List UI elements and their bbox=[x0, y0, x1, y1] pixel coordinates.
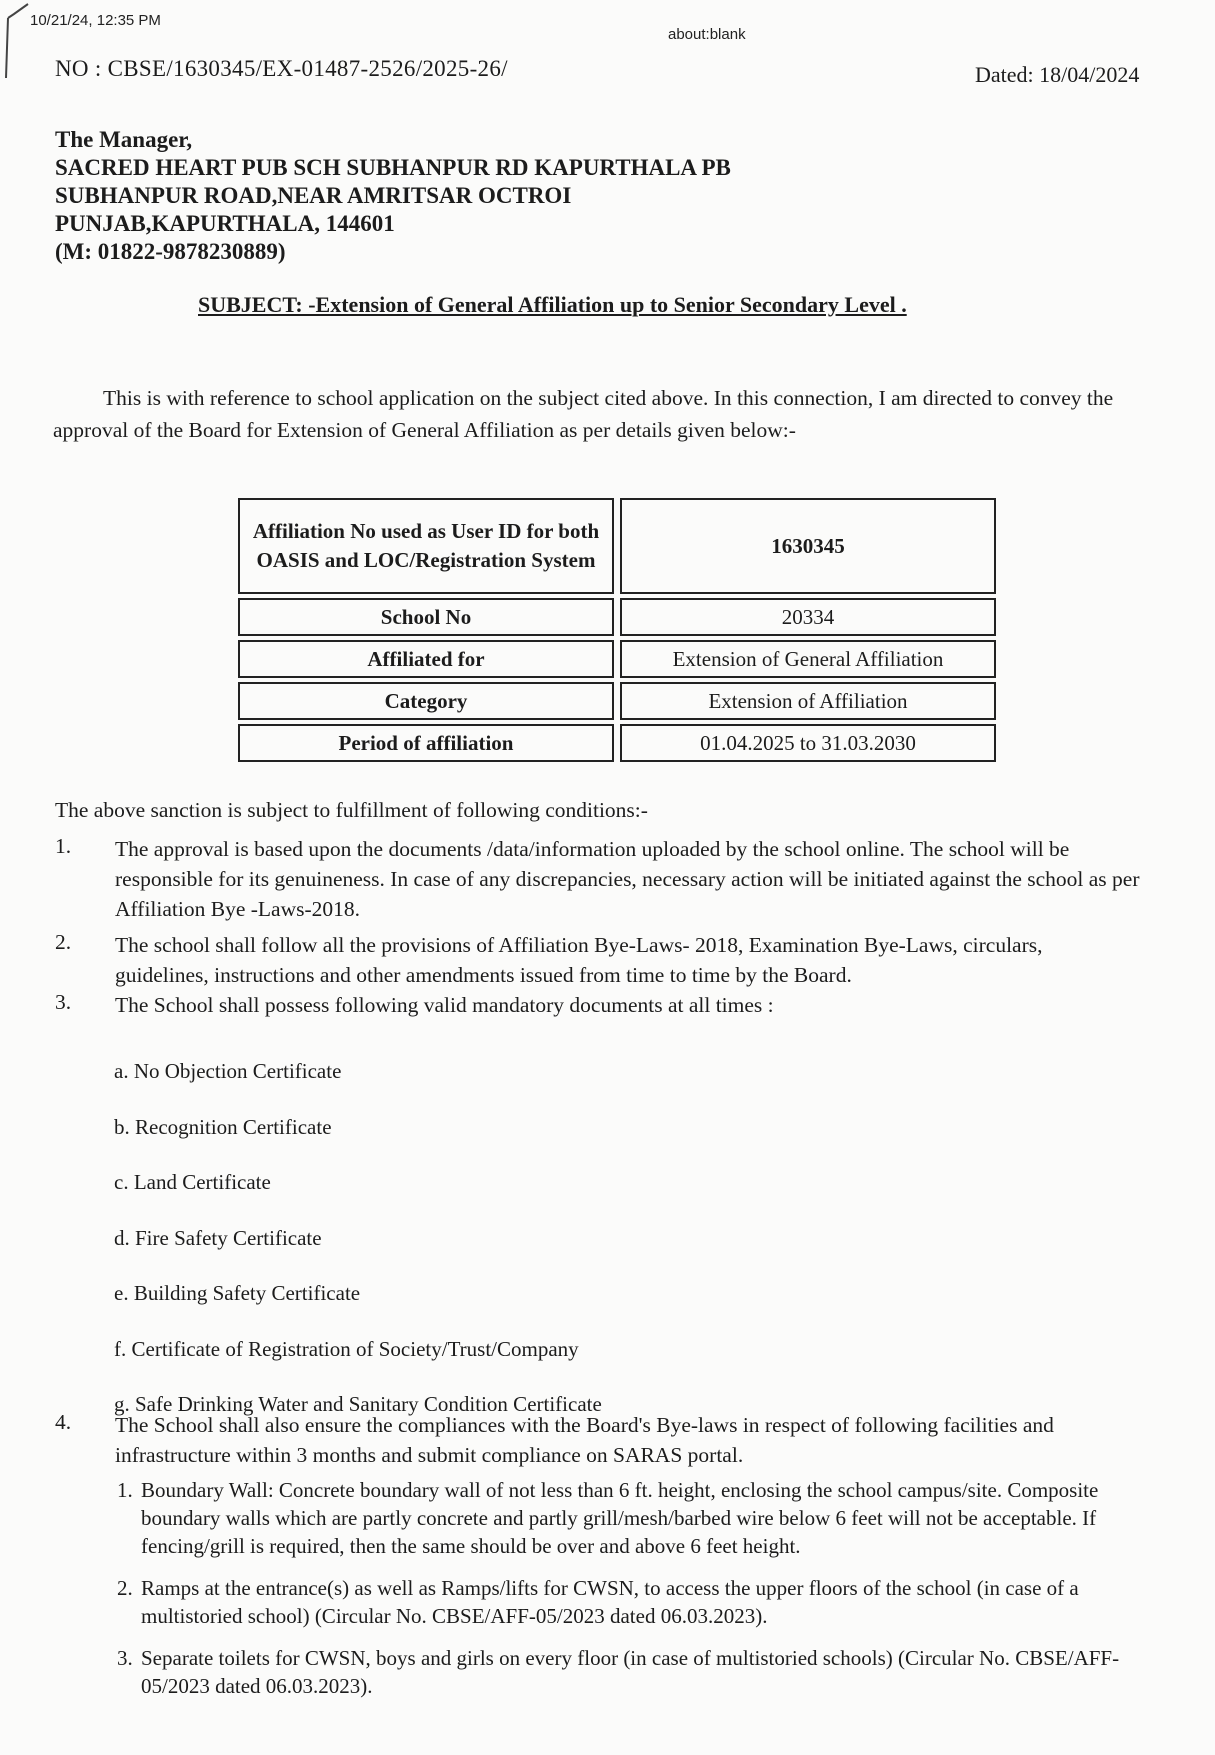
table-value-cell: Extension of Affiliation bbox=[620, 682, 996, 720]
list-item: f. Certificate of Registration of Society/Trust/Company bbox=[114, 1336, 579, 1361]
print-url: about:blank bbox=[668, 26, 746, 43]
addressee-line: SUBHANPUR ROAD,NEAR AMRITSAR OCTROI bbox=[55, 183, 572, 208]
list-item-number: 2. bbox=[117, 1576, 133, 1600]
table-row bbox=[238, 724, 996, 762]
list-item: b. Recognition Certificate bbox=[114, 1114, 332, 1139]
intro-paragraph: This is with reference to school application on the subject cited above. In this connection, I am directed to convey the approval of the Board for Extension of General Affiliation as per details given below:- bbox=[53, 386, 1114, 442]
addressee-line: PUNJAB,KAPURTHALA, 144601 bbox=[55, 211, 395, 236]
list-item-text: Separate toilets for CWSN, boys and girls on every floor (in case of multistoried schools) (Circular No. CBSE/AFF-05/2023 dated 06.03.2023). bbox=[141, 1646, 1120, 1698]
table-row bbox=[238, 640, 996, 678]
table-row bbox=[238, 598, 996, 636]
list-item bbox=[117, 1574, 1147, 1630]
subject-line: SUBJECT: -Extension of General Affiliation up to Senior Secondary Level . bbox=[198, 292, 907, 317]
table-label-cell: Period of affiliation bbox=[238, 724, 614, 762]
condition-number: 3. bbox=[55, 990, 72, 1014]
list-item-number: 3. bbox=[117, 1646, 133, 1670]
list-item: d. Fire Safety Certificate bbox=[114, 1225, 322, 1250]
table-value-cell: Extension of General Affiliation bbox=[620, 640, 996, 678]
table-value-cell: 1630345 bbox=[620, 498, 996, 594]
addressee-line: (M: 01822-9878230889) bbox=[55, 239, 286, 264]
condition-number: 2. bbox=[55, 930, 72, 954]
list-item bbox=[117, 1476, 1147, 1560]
table-label-cell: Category bbox=[238, 682, 614, 720]
table-value-cell: 20334 bbox=[620, 598, 996, 636]
table-row bbox=[238, 682, 996, 720]
condition-text: The approval is based upon the documents /data/information uploaded by the school online. The school will be responsible for its genuineness. In case of any discrepancies, necessary action will be initiated against the school as per Affiliation Bye -Laws-2018. bbox=[115, 837, 1140, 921]
list-item bbox=[117, 1644, 1147, 1700]
list-item-text: Boundary Wall: Concrete boundary wall of not less than 6 ft. height, enclosing the school campus/site. Composite boundary walls which are partly concrete and partly grill/mesh/barbed wire below 6 feet will not be acceptable. If fencing/grill is required, then the same should be over and above 6 feet height. bbox=[141, 1478, 1099, 1558]
table-label-cell: Affiliation No used as User ID for both OASIS and LOC/Registration System bbox=[238, 498, 614, 594]
condition-number: 1. bbox=[55, 834, 72, 858]
table-label-cell: School No bbox=[238, 598, 614, 636]
mandatory-documents-list bbox=[114, 1044, 602, 1433]
print-datetime: 10/21/24, 12:35 PM bbox=[30, 12, 161, 29]
list-item-number: 1. bbox=[117, 1478, 133, 1502]
pen-mark-icon bbox=[0, 0, 30, 80]
reference-number: NO : CBSE/1630345/EX-01487-2526/2025-26/ bbox=[55, 56, 508, 81]
facilities-list bbox=[117, 1476, 1147, 1714]
list-item-text: Ramps at the entrance(s) as well as Ramps/lifts for CWSN, to access the upper floors of the school (in case of a multistoried school) (Circular No. CBSE/AFF-05/2023 dated 06.03.2023). bbox=[141, 1576, 1079, 1628]
conditions-intro: The above sanction is subject to fulfillment of following conditions:- bbox=[55, 798, 648, 822]
list-item: c. Land Certificate bbox=[114, 1170, 271, 1194]
condition-text: The School shall possess following valid mandatory documents at all times : bbox=[115, 993, 774, 1017]
addressee-line: The Manager, bbox=[55, 127, 193, 152]
condition-text: The school shall follow all the provisions of Affiliation Bye-Laws- 2018, Examination Bye-Laws, circulars, guidelines, instructions and other amendments issued from time to time by the Board. bbox=[115, 933, 1043, 987]
list-item: e. Building Safety Certificate bbox=[114, 1281, 361, 1305]
list-item: a. No Objection Certificate bbox=[114, 1059, 342, 1083]
table-label-cell: Affiliated for bbox=[238, 640, 614, 678]
table-value-cell: 01.04.2025 to 31.03.2030 bbox=[620, 724, 996, 762]
condition-text: The School shall also ensure the compliances with the Board's Bye-laws in respect of following facilities and infrastructure within 3 months and submit compliance on SARAS portal. bbox=[115, 1413, 1054, 1467]
addressee-block bbox=[55, 126, 731, 266]
list-item: g. Safe Drinking Water and Sanitary Condition Certificate bbox=[114, 1392, 602, 1416]
affiliation-details-table bbox=[232, 494, 1002, 766]
condition-number: 4. bbox=[55, 1410, 72, 1434]
letter-date: Dated: 18/04/2024 bbox=[975, 62, 1140, 87]
addressee-line: SACRED HEART PUB SCH SUBHANPUR RD KAPURTHALA PB bbox=[55, 155, 731, 180]
table-row bbox=[238, 498, 996, 594]
